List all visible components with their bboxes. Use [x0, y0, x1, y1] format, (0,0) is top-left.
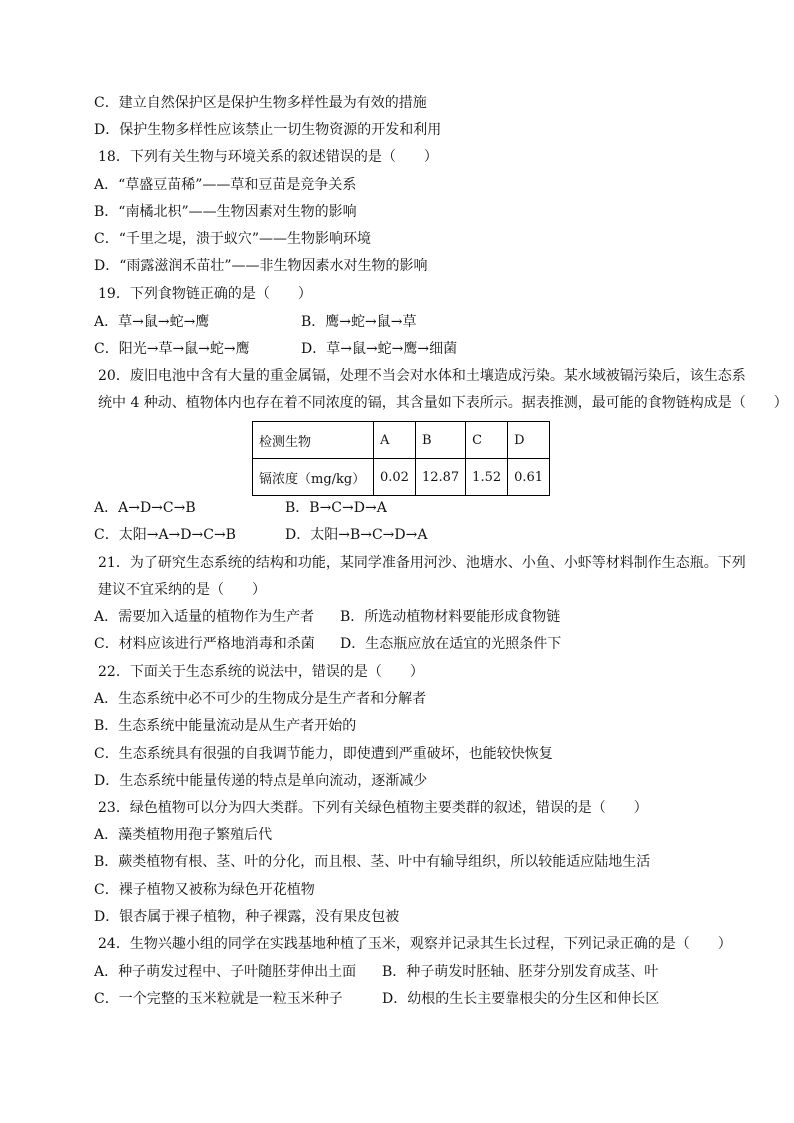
q23-option-d: D．银杏属于裸子植物，种子裸露，没有果皮包被: [94, 909, 400, 925]
q20-option-a: A．A→D→C→B: [94, 500, 196, 516]
table-cell: 1.52: [466, 459, 508, 496]
q21-option-a: A．需要加入适量的植物作为生产者: [94, 609, 315, 625]
q21-stem-line1: 21．为了研究生态系统的结构和功能，某同学准备用河沙、池塘水、小鱼、小虾等材料制作生态瓶。下列: [98, 555, 746, 571]
q19-stem: 19．下列食物链正确的是（ ）: [98, 286, 312, 302]
q18-stem: 18．下列有关生物与环境关系的叙述错误的是（ ）: [98, 149, 438, 165]
table-header-row: [253, 422, 550, 459]
q22-option-d: D．生态系统中能量传递的特点是单向流动，逐渐减少: [94, 773, 428, 789]
q21-stem-line2: 建议不宜采纳的是（ ）: [98, 582, 266, 598]
table-cell: 镉浓度（mg/kg）: [253, 459, 374, 496]
q18-option-a: A．“草盛豆苗稀”——草和豆苗是竞争关系: [94, 177, 357, 193]
q20-option-d: D．太阳→B→C→D→A: [285, 527, 428, 543]
q21-option-d: D．生态瓶应放在适宜的光照条件下: [340, 636, 562, 652]
q22-option-a: A．生态系统中必不可少的生物成分是生产者和分解者: [94, 691, 427, 707]
table-row: [253, 459, 550, 496]
q20-stem-line1: 20．废旧电池中含有大量的重金属镉，处理不当会对水体和土壤造成污染。某水域被镉污染后，该生态系: [98, 368, 746, 384]
q20-option-b: B．B→C→D→A: [285, 500, 387, 516]
q24-option-b: B．种子萌发时胚轴、胚芽分别发育成茎、叶: [382, 964, 659, 980]
q19-option-d: D．草→鼠→蛇→鹰→细菌: [301, 341, 458, 357]
q21-option-b: B．所选动植物材料要能形成食物链: [340, 609, 561, 625]
cadmium-concentration-table: [252, 421, 550, 496]
q18-option-b: B．“南橘北枳”——生物因素对生物的影响: [94, 204, 357, 220]
q18-option-c: C．“千里之堤，溃于蚁穴”——生物影响环境: [94, 231, 372, 247]
q24-option-a: A．种子萌发过程中、子叶随胚芽伸出土面: [94, 964, 357, 980]
q23-option-a: A．藻类植物用孢子繁殖后代: [94, 827, 273, 843]
q22-option-b: B．生态系统中能量流动是从生产者开始的: [94, 718, 357, 734]
table-cell: 0.61: [508, 459, 550, 496]
q18-option-d: D．“雨露滋润禾苗壮”——非生物因素水对生物的影响: [94, 258, 428, 274]
table-cell: 检测生物: [253, 422, 374, 459]
table-cell: A: [374, 422, 416, 459]
table-cell: 0.02: [374, 459, 416, 496]
q22-option-c: C．生态系统具有很强的自我调节能力，即使遭到严重破坏，也能较快恢复: [94, 746, 553, 762]
q17-option-c: C．建立自然保护区是保护生物多样性最为有效的措施: [94, 95, 427, 111]
q20-stem-line2: 统中 4 种动、植物体内也存在着不同浓度的镉，其含量如下表所示。据表推测，最可能的食物链构成是（ ）: [98, 395, 788, 411]
q19-option-c: C．阳光→草→鼠→蛇→鹰: [94, 341, 250, 357]
q22-stem: 22．下面关于生态系统的说法中，错误的是（ ）: [98, 664, 424, 680]
q21-option-c: C．材料应该进行严格地消毒和杀菌: [94, 636, 315, 652]
table-cell: 12.87: [415, 459, 465, 496]
q23-option-c: C．裸子植物又被称为绿色开花植物: [94, 882, 315, 898]
q19-option-b: B．鹰→蛇→鼠→草: [301, 314, 417, 330]
q19-option-a: A．草→鼠→蛇→鹰: [94, 314, 210, 330]
q20-option-c: C．太阳→A→D→C→B: [94, 527, 236, 543]
q24-stem: 24．生物兴趣小组的同学在实践基地种植了玉米，观察并记录其生长过程，下列记录正确的是（ ）: [98, 936, 732, 952]
q24-option-d: D．幼根的生长主要靠根尖的分生区和伸长区: [382, 991, 660, 1007]
q17-option-d: D．保护生物多样性应该禁止一切生物资源的开发和利用: [94, 122, 442, 138]
q23-stem: 23．绿色植物可以分为四大类群。下列有关绿色植物主要类群的叙述，错误的是（ ）: [98, 800, 648, 816]
q23-option-b: B．蕨类植物有根、茎、叶的分化，而且根、茎、叶中有输导组织，所以较能适应陆地生活: [94, 854, 651, 870]
table-cell: C: [466, 422, 508, 459]
table-cell: D: [508, 422, 550, 459]
table-cell: B: [415, 422, 465, 459]
q24-option-c: C．一个完整的玉米粒就是一粒玉米种子: [94, 991, 343, 1007]
